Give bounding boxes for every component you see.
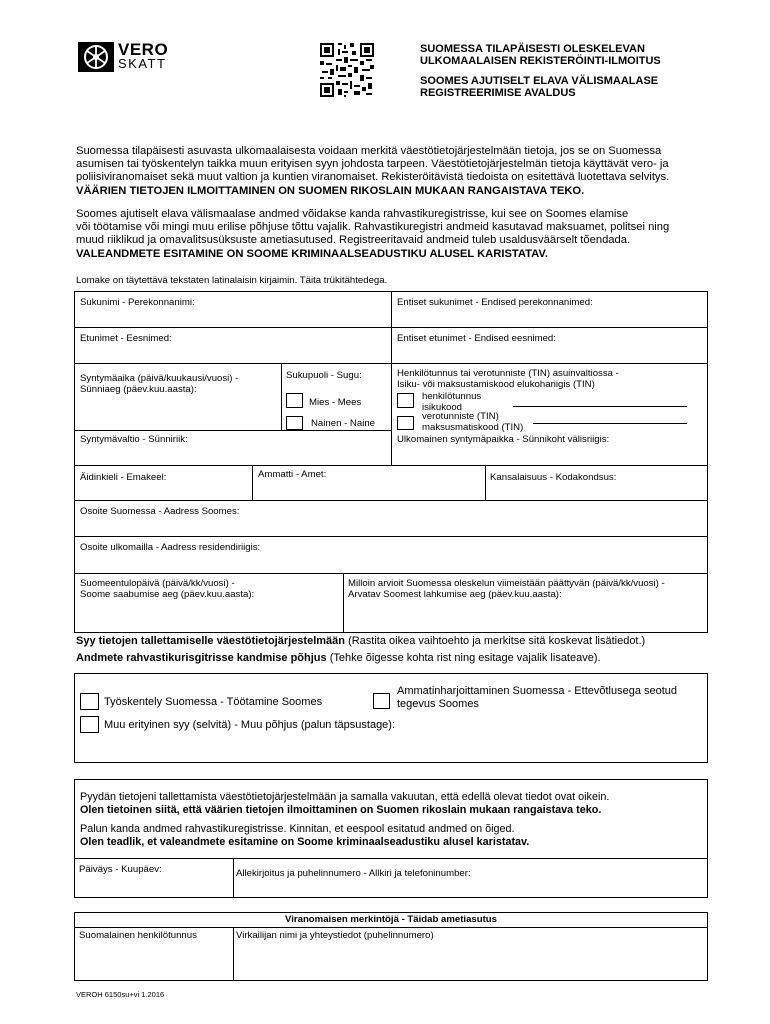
tin-label-line: maksusmatiskood (TIN) [422,422,524,433]
intro-et-line: muud riiklikud ja omavalitsusüksuste ametiasutused. Registreeritavaid andmeid tuleb usaldusväärselt tõendada. [76,234,631,247]
tin-label-line: verotunniste (TIN) [422,411,499,422]
reason-title-fi-rest: (Rastita oikea vaihtoehto ja merkitse sitä koskevat lisätiedot.) [345,635,646,647]
other-reason-label: Muu erityinen syy (selvitä) - Muu põhjus (palun täpsustage): [104,719,396,731]
birth-date-label: Syntymäaika (päivä/kuukausi/vuosi) - [80,373,239,384]
form-code: VEROH 6150su+vi 1.2016 [76,990,165,999]
intro-et-line: Soomes ajutiselt elava välismaalase andmed võidakse kanda rahvastikuregistrisse, kui see on Soomes elamise [76,208,629,220]
previous-first-names-field[interactable]: Entiset etunimet - Endised eesnimed: [397,333,556,344]
intro-fi-line: poliisiviranomaiset sekä muut valtion ja kuntien viranomaiset. Rekisteröitävistä tiedoista on esitettävä luotettava selvitys. [76,171,670,184]
signature-field[interactable]: Allekirjoitus ja puhelinnumero - Allkiri ja telefoninumber: [236,868,471,879]
personal-info-form [74,291,708,633]
personal-id-label-line: isikukood [422,402,462,413]
logo-vero-text: VERO [118,40,169,59]
mother-tongue-field[interactable]: Äidinkieli - Emakeel: [80,472,167,483]
intro-fi [76,145,716,198]
profession-field[interactable]: Ammatti - Amet: [258,469,327,480]
intro-et [76,208,716,261]
title-fi-line2: ULKOMAALAISEN REKISTERÖINTI-ILMOITUS [420,55,661,67]
address-finland-field[interactable]: Osoite Suomessa - Aadress Soomes: [80,506,240,517]
declaration-fi-line: Pyydän tietojeni tallettamista väestötietojärjestelmään ja samalla vakuutan, että edellä olevat tiedot ovat oikein. [80,791,610,803]
work-option-label: Työskentely Suomessa - Töötamine Soomes [104,696,323,708]
logo-skatt-text: SKATT [118,56,167,71]
personal-id-checkbox[interactable] [397,393,414,408]
birth-date-label: Sünniaeg (päev.kuu.aasta): [80,384,197,395]
declaration-fi [80,791,700,817]
personal-id-label [422,391,481,413]
arrival-date-label: Soome saabumise aeg (päev.kuu.aasta): [80,589,255,600]
title-et-line2: REGISTREERIMISE AVALDUS [420,87,576,99]
title-fi-line1: SUOMESSA TILAPÄISESTI OLESKELEVAN [420,43,645,55]
other-reason-checkbox[interactable] [80,716,99,733]
date-field[interactable]: Päiväys - Kuupäev: [79,864,162,875]
intro-fi-line: asumisen tai työskentelyn taikka muun erityisen syyn johdosta tarpeen. Väestötietojärjestelmän tietoja käyttävät vero- ja [76,158,669,171]
intro-fi-warning: VÄÄRIEN TIETOJEN ILMOITTAMINEN ON SUOMEN RIKOSLAIN MUKAAN RANGAISTAVA TEKO. [76,184,585,197]
nationality-field[interactable]: Kansalaisuus - Kodakondsus: [490,472,617,483]
vero-skatt-logo [78,42,170,72]
reason-title-fi-bold: Syy tietojen tallettamiselle väestötietojärjestelmään [76,635,346,647]
title-et-line1: SOOMES AJUTISELT ELAVA VÄLISMAALASE [420,75,659,87]
arrival-date-field[interactable] [80,578,254,600]
reason-title-et-rest: (Tehke õigesse kohta rist ning esitage vajalik lisateave). [326,652,601,664]
declaration-fi-line: Olen tietoinen siitä, että väärien tietojen ilmoittaminen on Suomen rikoslain mukaan rangaistava teko. [80,804,602,816]
work-checkbox[interactable] [80,693,99,710]
personal-id-label-line: henkilötunnus [422,391,482,402]
tin-title [397,368,619,390]
address-abroad-field[interactable]: Osoite ulkomailla - Aadress residendiriigis: [80,542,261,553]
arrival-date-label: Suomeentulopäivä (päivä/kk/vuosi) - [80,578,235,589]
departure-date-label: Milloin arvioit Suomessa oleskelun viimeistään päättyvän (päivä/kk/vuosi) - [348,578,665,589]
title-et [420,75,750,99]
tin-checkbox[interactable] [397,416,414,430]
birth-date-field[interactable] [80,373,238,395]
sex-label: Sukupuoli - Sugu: [286,370,362,381]
business-option-label [397,685,677,711]
departure-date-label: Arvatav Soomest lahkumise aeg (päev.kuu.aasta): [348,589,562,600]
tax-logo-icon [78,42,114,72]
surname-field[interactable]: Sukunimi - Perekonnanimi: [80,297,195,308]
official-use-title: Viranomaisen merkintöjä - Täidab ametiasutus [284,914,498,925]
tin-title-line: Henkilötunnus tai verotunniste (TIN) asuinvaltiossa - [397,368,619,379]
title-fi [420,43,750,67]
tin-title-line: Isiku- või maksustamiskood elukohariigis (TIN) [397,379,595,390]
male-checkbox[interactable] [286,393,303,408]
instruction-text: Lomake on täytettävä tekstaten latinalaisin kirjaimin. Täita trükitähtedega. [76,275,388,286]
female-checkbox[interactable] [286,416,303,430]
intro-et-line: või töötamise või mingi muu erilise põhjuse tõttu vajalik. Rahvastikuregistri andmeid kasutavad maksuamet, politsei ning [76,221,670,234]
intro-fi-line: Suomessa tilapäisesti asuvasta ulkomaalaisesta voidaan merkitä väestötietojärjestelmään tietoja, jos se on Suomessa [76,145,662,157]
declaration-et-line: Olen teadlik, et valeandmete esitamine on Soome kriminaalseadustiku alusel karistatav. [80,836,530,848]
female-label: Nainen - Naine [311,418,375,429]
reason-title-fi [76,635,645,648]
previous-surnames-field[interactable]: Entiset sukunimet - Endised perekonnanimed: [397,297,593,308]
first-names-field[interactable]: Etunimet - Eesnimed: [80,333,172,344]
birth-place-abroad-field[interactable]: Ulkomainen syntymäpaikka - Sünnikoht välisriigis: [397,434,610,445]
reason-box [74,673,708,763]
birth-country-field[interactable]: Syntymävaltio - Sünniriik: [80,434,188,445]
official-name-field[interactable]: Virkailijan nimi ja yhteystiedot (puhelinnumero) [236,930,434,941]
reason-title-et-bold: Andmete rahvastikurisgitrisse kandmise põhjus [76,652,327,664]
tin-label [422,411,523,433]
qr-code-icon [320,43,374,97]
business-option-line: Ammatinharjoittaminen Suomessa - Ettevõtlusega seotud [397,685,678,697]
reason-title-et [76,652,601,665]
declaration-et-line: Palun kanda andmed rahvastikuregistrisse. Kinnitan, et eespool esitatud andmed on õiged. [80,823,515,835]
male-label: Mies - Mees [309,397,362,408]
departure-date-field[interactable] [348,578,665,600]
declaration-et [80,823,700,849]
business-option-line: tegevus Soomes [397,698,479,710]
intro-et-warning: VALEANDMETE ESITAMINE ON SOOME KRIMINAALSEADUSTIKU ALUSEL KARISTATAV. [76,247,548,260]
finnish-id-field[interactable]: Suomalainen henkilötunnus [79,930,197,941]
business-checkbox[interactable] [373,693,390,709]
